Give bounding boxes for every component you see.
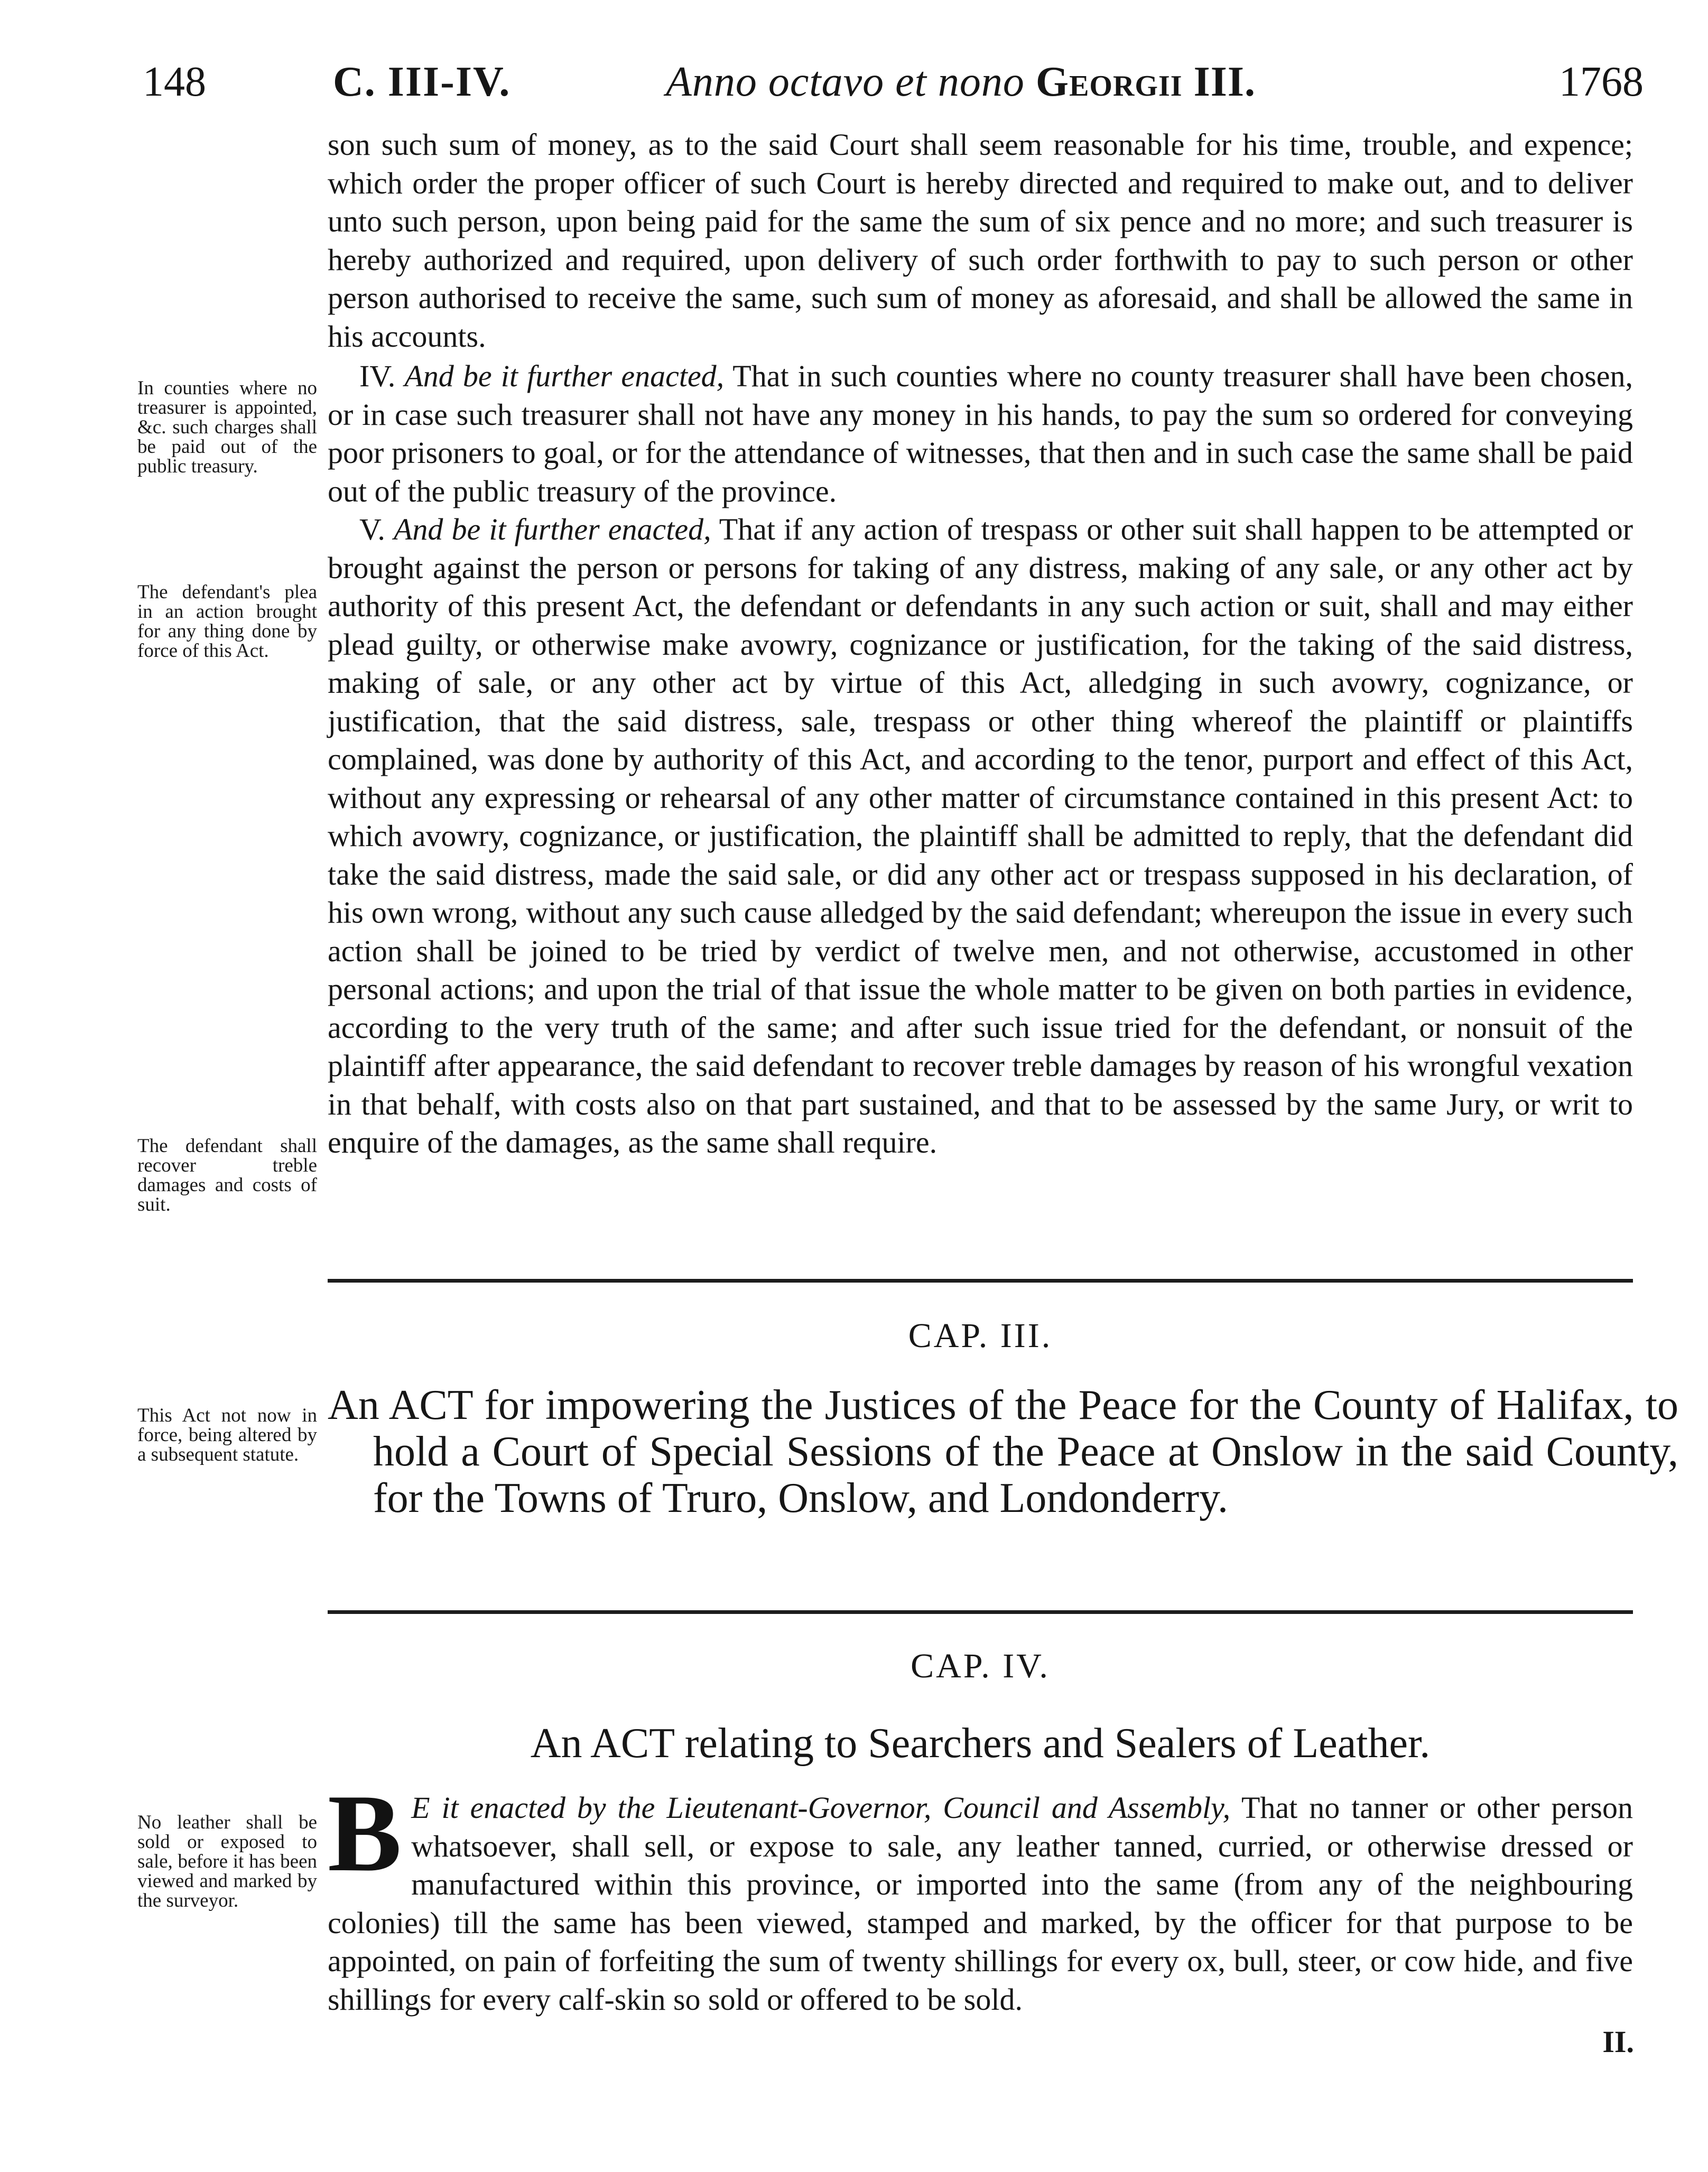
section-4-number: IV. — [359, 359, 396, 393]
continuation-paragraph — [328, 126, 1633, 356]
marginal-note-treasury: In counties where no treasurer is appointed, &c. such charges shall be paid out of the public treasury. — [137, 377, 317, 477]
section-4 — [328, 357, 1633, 510]
section-5-lead: And be it further enacted, — [394, 512, 711, 546]
running-head — [143, 48, 1644, 106]
marginal-note-treble-damages: The defendant shall recover treble damages and costs of suit. — [137, 1135, 317, 1215]
reign-title — [666, 58, 1256, 106]
sections-body — [328, 357, 1633, 1162]
reign-name: Georgii III. — [1035, 59, 1256, 105]
chapter-range: C. III-IV. — [333, 59, 511, 105]
cap-4-title: An ACT relating to Searchers and Sealers of Leather. — [530, 1720, 1431, 1767]
marginal-note-leather: No leather shall be sold or exposed to sale, before it has been viewed and marked by the surveyor. — [137, 1812, 317, 1911]
reign-prefix: Anno octavo et nono — [666, 59, 1025, 105]
cap-4-text: That no tanner or other person whatsoever, shall sell, or expose to sale, any leather tanned, curried, or otherwise dressed or manufactured within this province, or imported into the same (from any of the neighbouring colonies) till the same has been viewed, stamped and marked, by the officer for that purpose to be appointed, on pain of forfeiting the sum of twenty shillings for every ox, bull, steer, or cow hide, and five shillings for every calf-skin so sold or offered to be sold. — [328, 1790, 1633, 2017]
year: 1768 — [1559, 59, 1644, 105]
cap-3-heading: CAP. III. — [908, 1316, 1053, 1355]
cap-3-title: An ACT for impowering the Justices of the Peace for the County of Halifax, to hold a Court of Special Sessions of the Peace at Onslow in the said County, for the Towns of Truro, Onslow, and Londonderry. — [328, 1382, 1678, 1521]
cap-4-lead: E it enacted by the Lieutenant-Governor, Council and Assembly, — [411, 1790, 1231, 1825]
cap-4-heading: CAP. IV. — [911, 1647, 1050, 1685]
section-divider — [328, 1610, 1633, 1614]
drop-cap: B — [328, 1772, 402, 1895]
cap-4-body — [328, 1772, 1633, 2019]
marginal-note-defendant-plea: The defendant's plea in an action brought for any thing done by force of this Act. — [137, 581, 317, 662]
section-divider — [328, 1279, 1633, 1283]
section-4-lead: And be it further enacted, — [404, 359, 725, 393]
marginal-note-not-in-force: This Act not now in force, being altered by a subsequent statute. — [137, 1405, 317, 1465]
continuation-text: son such sum of money, as to the said Court shall seem reasonable for his time, trouble, and expence; which order the proper officer of such Court is hereby directed and required to make out, and to deliver unto such person, upon being paid for the same the sum of six pence and no more; and such treasurer is hereby authorized and required, upon delivery of such order forthwith to pay to such person or other person authorised to receive the same, such sum of money as aforesaid, and shall be allowed the same in his accounts. — [328, 127, 1633, 354]
section-5-text: That if any action of trespass or other suit shall happen to be attempted or brought against the person or persons for taking of any distress, making of any sale, or any other act by authority of this present Act, the defendant or defendants in any such action or suit, shall and may either plead guilty, or otherwise make avowry, cognizance or justification, for the taking of the said distress, making of sale, or any other act by virtue of this Act, alledging in such avowry, cognizance, or justification, that the said distress, sale, trespass or other thing whereof the plaintiff or plaintiffs complained, was done by authority of this Act, and according to the tenor, purport and effect of this Act, without any expressing or rehearsal of any other matter of circumstance contained in this present Act: to which avowry, cognizance, or justification, the plaintiff shall be admitted to reply, that the defendant did take the said distress, made the said sale, or did any other act or trespass supposed in his declaration, of his own wrong, without any such cause alledged by the said defendant; whereupon the issue in every such action shall be joined to be tried by verdict of twelve men, and not otherwise, accustomed in other personal actions; and upon the trial of that issue the whole matter to be given on both parties in evidence, according to the very truth of the same; and after such issue tried for the defendant, or nonsuit of the plaintiff after appearance, the said defendant to recover treble damages by reason of his wrongful vexation in that behalf, with costs also on that part sustained, and that to be assessed by the same Jury, or writ to enquire of the damages, as the same shall require. — [328, 512, 1633, 1159]
catchword: II. — [1602, 2025, 1634, 2059]
section-5-number: V. — [359, 512, 385, 546]
page-number: 148 — [143, 59, 206, 105]
section-5 — [328, 510, 1633, 1162]
section-4-text: That in such counties where no county treasurer shall have been chosen, or in case such treasurer shall not have any money in his hands, to pay the sum so ordered for conveying poor prisoners to goal, or for the attendance of witnesses, that then and in such case the same shall be paid out of the public treasury of the province. — [328, 359, 1633, 508]
